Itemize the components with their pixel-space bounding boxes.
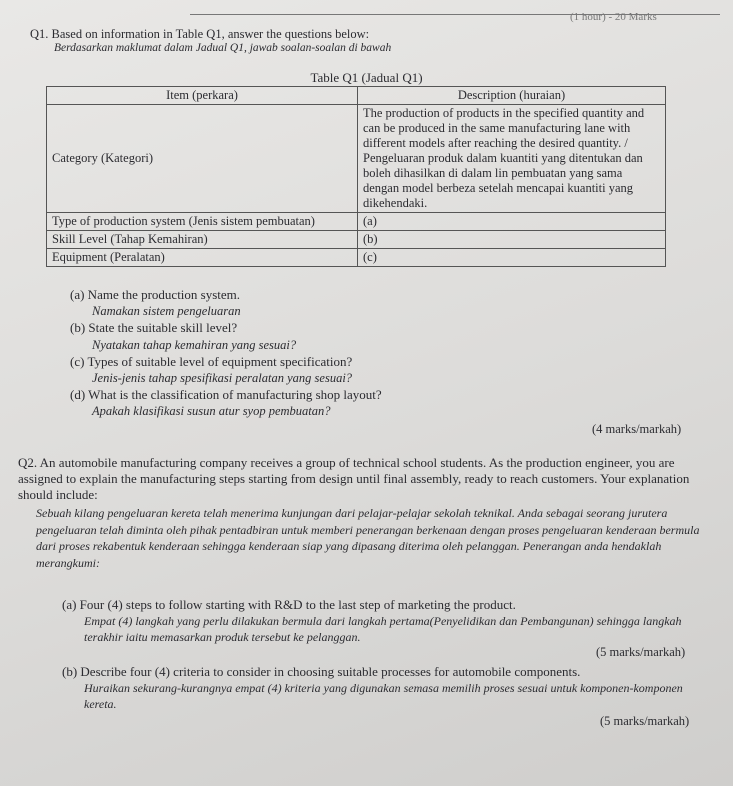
row-item: Category (Kategori): [47, 105, 358, 213]
q2a-marks: (5 marks/markah): [596, 645, 686, 659]
q2b-translation: Huraikan sekurang-kurangnya empat (4) kriteria yang digunakan semasa memilih proses sesuai untuk komponen-komponen kereta.: [84, 681, 683, 711]
row-description: The production of products in the specified quantity and can be produced in the same manufacturing lane with different models after reaching the desired quantity. / Pengeluaran produk dalam kuantiti yang ditentukan dan boleh dihasilkan di dalam lin pembuatan yang sama dengan model berbeza setelah mencapai kuantiti yang dikehendaki.: [358, 105, 666, 213]
table-row: [47, 213, 666, 231]
row-description: (c): [358, 249, 666, 267]
q2b-question: (b) Describe four (4) criteria to consider in choosing suitable processes for automobile components.: [62, 664, 581, 679]
table-row: [47, 231, 666, 249]
row-item: Skill Level (Tahap Kemahiran): [47, 231, 358, 249]
table-q1: [46, 86, 666, 267]
q1a-question: (a) Name the production system.: [70, 287, 241, 302]
row-description: (a): [358, 213, 666, 231]
table-row: [47, 249, 666, 267]
row-item: Equipment (Peralatan): [47, 249, 358, 267]
q2a-translation: Empat (4) langkah yang perlu dilakukan bermula dari langkah pertama(Penyelidikan dan Pembangunan) sehingga langkah terakhir iaitu memasarkan produk tersebut ke pelanggan.: [84, 614, 682, 644]
q2-intro: Q2. An automobile manufacturing company receives a group of technical school students. As the production engineer, you are assigned to explain the manufacturing steps starting from design until final assembly, ready to reach customers. Your explanation should include:: [18, 455, 690, 502]
q1d-question: (d) What is the classification of manufacturing shop layout?: [70, 387, 382, 402]
row-description: (b): [358, 231, 666, 249]
header-item: Item (perkara): [47, 87, 358, 105]
table-header-row: [47, 87, 666, 105]
top-marks-text: (1 hour) - 20 Marks: [570, 11, 657, 23]
q1-marks: (4 marks/markah): [592, 422, 682, 436]
top-rule: [190, 11, 720, 23]
q1a-translation: Namakan sistem pengeluaran: [92, 304, 241, 318]
q1b-question: (b) State the suitable skill level?: [70, 320, 238, 335]
q2b-marks: (5 marks/markah): [600, 714, 690, 728]
row-item: Type of production system (Jenis sistem pembuatan): [47, 213, 358, 231]
q2-intro-translation: Sebuah kilang pengeluaran kereta telah menerima kunjungan dari pelajar-pelajar sekolah teknikal. Anda sebagai seorang jurutera pengeluaran telah diminta oleh pihak pentadbiran untuk memberi penerangan berkenaan dengan proses pengeluaran kenderaan bermula dari proses rekabentuk kenderaan sehingga kenderaan siap yang dipasang diterima oleh pelanggan. Penerangan anda hendaklah merangkumi:: [36, 506, 700, 570]
q1-question: Q1. Based on information in Table Q1, answer the questions below:: [30, 27, 370, 41]
q1-question-translation: Berdasarkan maklumat dalam Jadual Q1, jawab soalan-soalan di bawah: [54, 42, 392, 54]
q1c-translation: Jenis-jenis tahap spesifikasi peralatan yang sesuai?: [92, 371, 353, 385]
header-description: Description (huraian): [358, 87, 666, 105]
q2a-question: (a) Four (4) steps to follow starting with R&D to the last step of marketing the product.: [62, 597, 516, 612]
q1c-question: (c) Types of suitable level of equipment specification?: [70, 354, 353, 369]
table-caption: Table Q1 (Jadual Q1): [310, 70, 423, 85]
q1b-translation: Nyatakan tahap kemahiran yang sesuai?: [92, 338, 297, 352]
q1d-translation: Apakah klasifikasi susun atur syop pembuatan?: [92, 404, 331, 418]
table-row: [47, 105, 666, 213]
